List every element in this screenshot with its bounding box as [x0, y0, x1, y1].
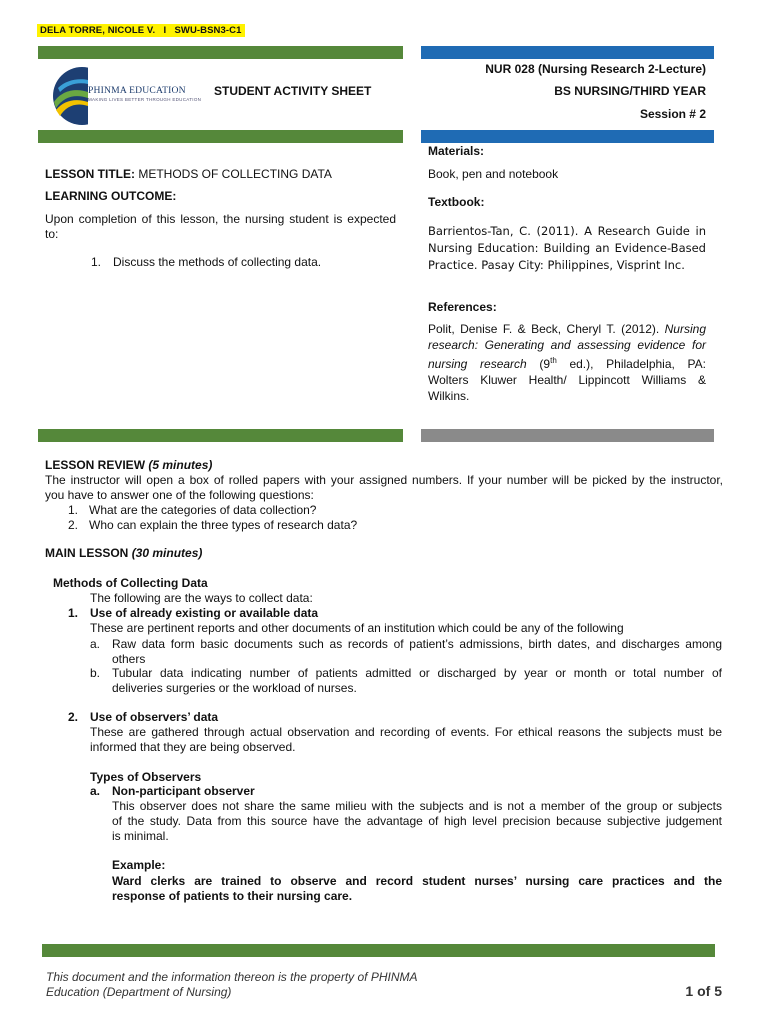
mid-right-blue-bar	[421, 130, 714, 143]
method-1b-letter: b.	[90, 666, 101, 680]
method-2-line-1: These are gathered through actual observation and recording of events. For ethical reasons the subjects must be	[90, 725, 722, 739]
review-line-1: The instructor will open a box of rolled papers with your assigned numbers. If your number will be picked by the instructor,	[45, 473, 723, 487]
top-left-green-bar	[38, 46, 403, 59]
main-lesson-time: (30 minutes)	[131, 546, 203, 560]
footer-note	[46, 970, 418, 1000]
method-1a-letter: a.	[90, 637, 101, 651]
method-1-num: 1.	[68, 606, 79, 620]
method-2-num: 2.	[68, 710, 79, 724]
method-2-title: Use of observers’ data	[90, 710, 219, 724]
footer-green-bar	[42, 944, 715, 957]
example-line-2: response of patients to their nursing care.	[112, 889, 353, 903]
student-name: DELA TORRE, NICOLE V.	[40, 25, 156, 36]
program-year: BS NURSING/THIRD YEAR	[554, 84, 706, 98]
method-1a-line-2: others	[112, 652, 146, 666]
ref-title-start: Nursing	[664, 322, 706, 336]
lesson-review-heading	[45, 458, 212, 473]
review-q1-num: 1.	[68, 503, 79, 517]
logo-tagline: MAKING LIVES BETTER THROUGH EDUCATION	[88, 97, 202, 102]
name-separator: I	[163, 25, 167, 36]
ref-line-3	[428, 353, 706, 372]
section-right-gray-bar	[421, 429, 714, 442]
textbook-citation	[428, 223, 706, 274]
footer-note-line-2: Education (Department of Nursing)	[46, 985, 232, 999]
textbook-line-2: Nursing Education: Building an Evidence-Based	[428, 241, 706, 255]
learning-outcome-intro: Upon completion of this lesson, the nursing student is expected to:	[45, 212, 396, 241]
textbook-line-3: Practice. Pasay City: Philippines, Visprint Inc.	[428, 258, 685, 272]
lesson-title-label: LESSON TITLE:	[45, 167, 135, 181]
top-right-blue-bar	[421, 46, 714, 59]
ref-title-mid: research: Generating and assessing evidence for	[428, 338, 706, 352]
student-section: SWU-BSN3-C1	[174, 25, 242, 36]
lesson-review-text	[45, 473, 723, 503]
method-1b-line-1: Tubular data indicating number of patients admitted or discharged by year or month or total number of	[112, 666, 722, 680]
footer-note-line-1: This document and the information thereon is the property of PHINMA	[46, 970, 418, 984]
student-name-tag	[37, 24, 245, 37]
mid-left-green-bar	[38, 130, 403, 143]
phinma-logo-icon	[52, 66, 88, 126]
ref-publisher-place: ed.), Philadelphia, PA:	[556, 357, 706, 371]
example-line-1: Ward clerks are trained to observe and record student nurses’ nursing care practices and the	[112, 874, 722, 888]
lesson-title-line	[45, 167, 332, 182]
lesson-review-time: (5 minutes)	[148, 458, 213, 472]
types-heading: Types of Observers	[90, 770, 202, 784]
ref-title-end: nursing research	[428, 357, 527, 371]
materials-label: Materials:	[428, 144, 485, 158]
page-number: 1 of 5	[685, 983, 722, 999]
example-label: Example:	[112, 858, 166, 872]
type-a-letter: a.	[90, 784, 101, 798]
review-q2-num: 2.	[68, 518, 79, 532]
example-text	[112, 874, 722, 904]
methods-heading: Methods of Collecting Data	[53, 576, 208, 590]
references-citation	[428, 321, 706, 404]
method-1b-text	[112, 666, 722, 696]
main-lesson-heading	[45, 546, 202, 561]
method-1a-text	[112, 637, 722, 667]
ref-line-5: Wilkins.	[428, 389, 470, 403]
materials-value: Book, pen and notebook	[428, 167, 559, 181]
textbook-label: Textbook:	[428, 195, 485, 209]
lesson-review-label: LESSON REVIEW	[45, 458, 146, 472]
outcome-item: Discuss the methods of collecting data.	[113, 255, 322, 269]
type-a-line-1: This observer does not share the same milieu with the subjects and is not a member of the group or subjects	[112, 799, 722, 813]
sheet-title: STUDENT ACTIVITY SHEET	[214, 84, 372, 98]
ref-line-1	[428, 321, 706, 337]
review-question-2: Who can explain the three types of research data?	[89, 518, 358, 532]
method-1a-line-1: Raw data form basic documents such as records of patient’s admissions, birth dates, and discharges among	[112, 637, 722, 651]
learning-outcome-label: LEARNING OUTCOME:	[45, 189, 177, 203]
course-title: NUR 028 (Nursing Research 2-Lecture)	[485, 62, 706, 76]
review-line-2: you have to answer one of the following questions:	[45, 488, 314, 502]
method-1-desc: These are pertinent reports and other documents of an institution which could be any of the following	[90, 621, 624, 635]
ref-edition-open: (9	[526, 357, 551, 371]
method-1-title: Use of already existing or available data	[90, 606, 319, 620]
type-a-line-3: is minimal.	[112, 829, 169, 843]
ref-line-2	[428, 337, 706, 353]
type-a-title: Non-participant observer	[112, 784, 255, 798]
session-number: Session # 2	[639, 107, 706, 121]
review-question-1: What are the categories of data collection?	[89, 503, 317, 517]
logo-name: PHINMA EDUCATION	[88, 85, 186, 96]
ref-authors: Polit, Denise F. & Beck, Cheryl T. (2012).	[428, 322, 665, 336]
outcome-number: 1.	[91, 255, 102, 269]
method-2-line-2: informed that they are being observed.	[90, 740, 296, 754]
ref-edition-sup: th	[550, 356, 557, 365]
section-left-green-bar	[38, 429, 403, 442]
references-label: References:	[428, 300, 497, 314]
method-1b-line-2: deliveries surgeries or the workload of nurses.	[112, 681, 357, 695]
methods-intro: The following are the ways to collect data:	[90, 591, 313, 605]
main-lesson-label: MAIN LESSON	[45, 546, 129, 560]
method-2-desc	[90, 725, 722, 755]
textbook-line-1: Barrientos-Tan, C. (2011). A Research Guide in	[428, 224, 706, 238]
ref-line-4: Wolters Kluwer Health/ Lippincott Williams &	[428, 373, 706, 387]
type-a-desc	[112, 799, 722, 844]
type-a-line-2: of the study. Data from this source have the advantage of high level precision because subjective judgement	[112, 814, 722, 828]
lesson-title: METHODS OF COLLECTING DATA	[138, 167, 332, 181]
